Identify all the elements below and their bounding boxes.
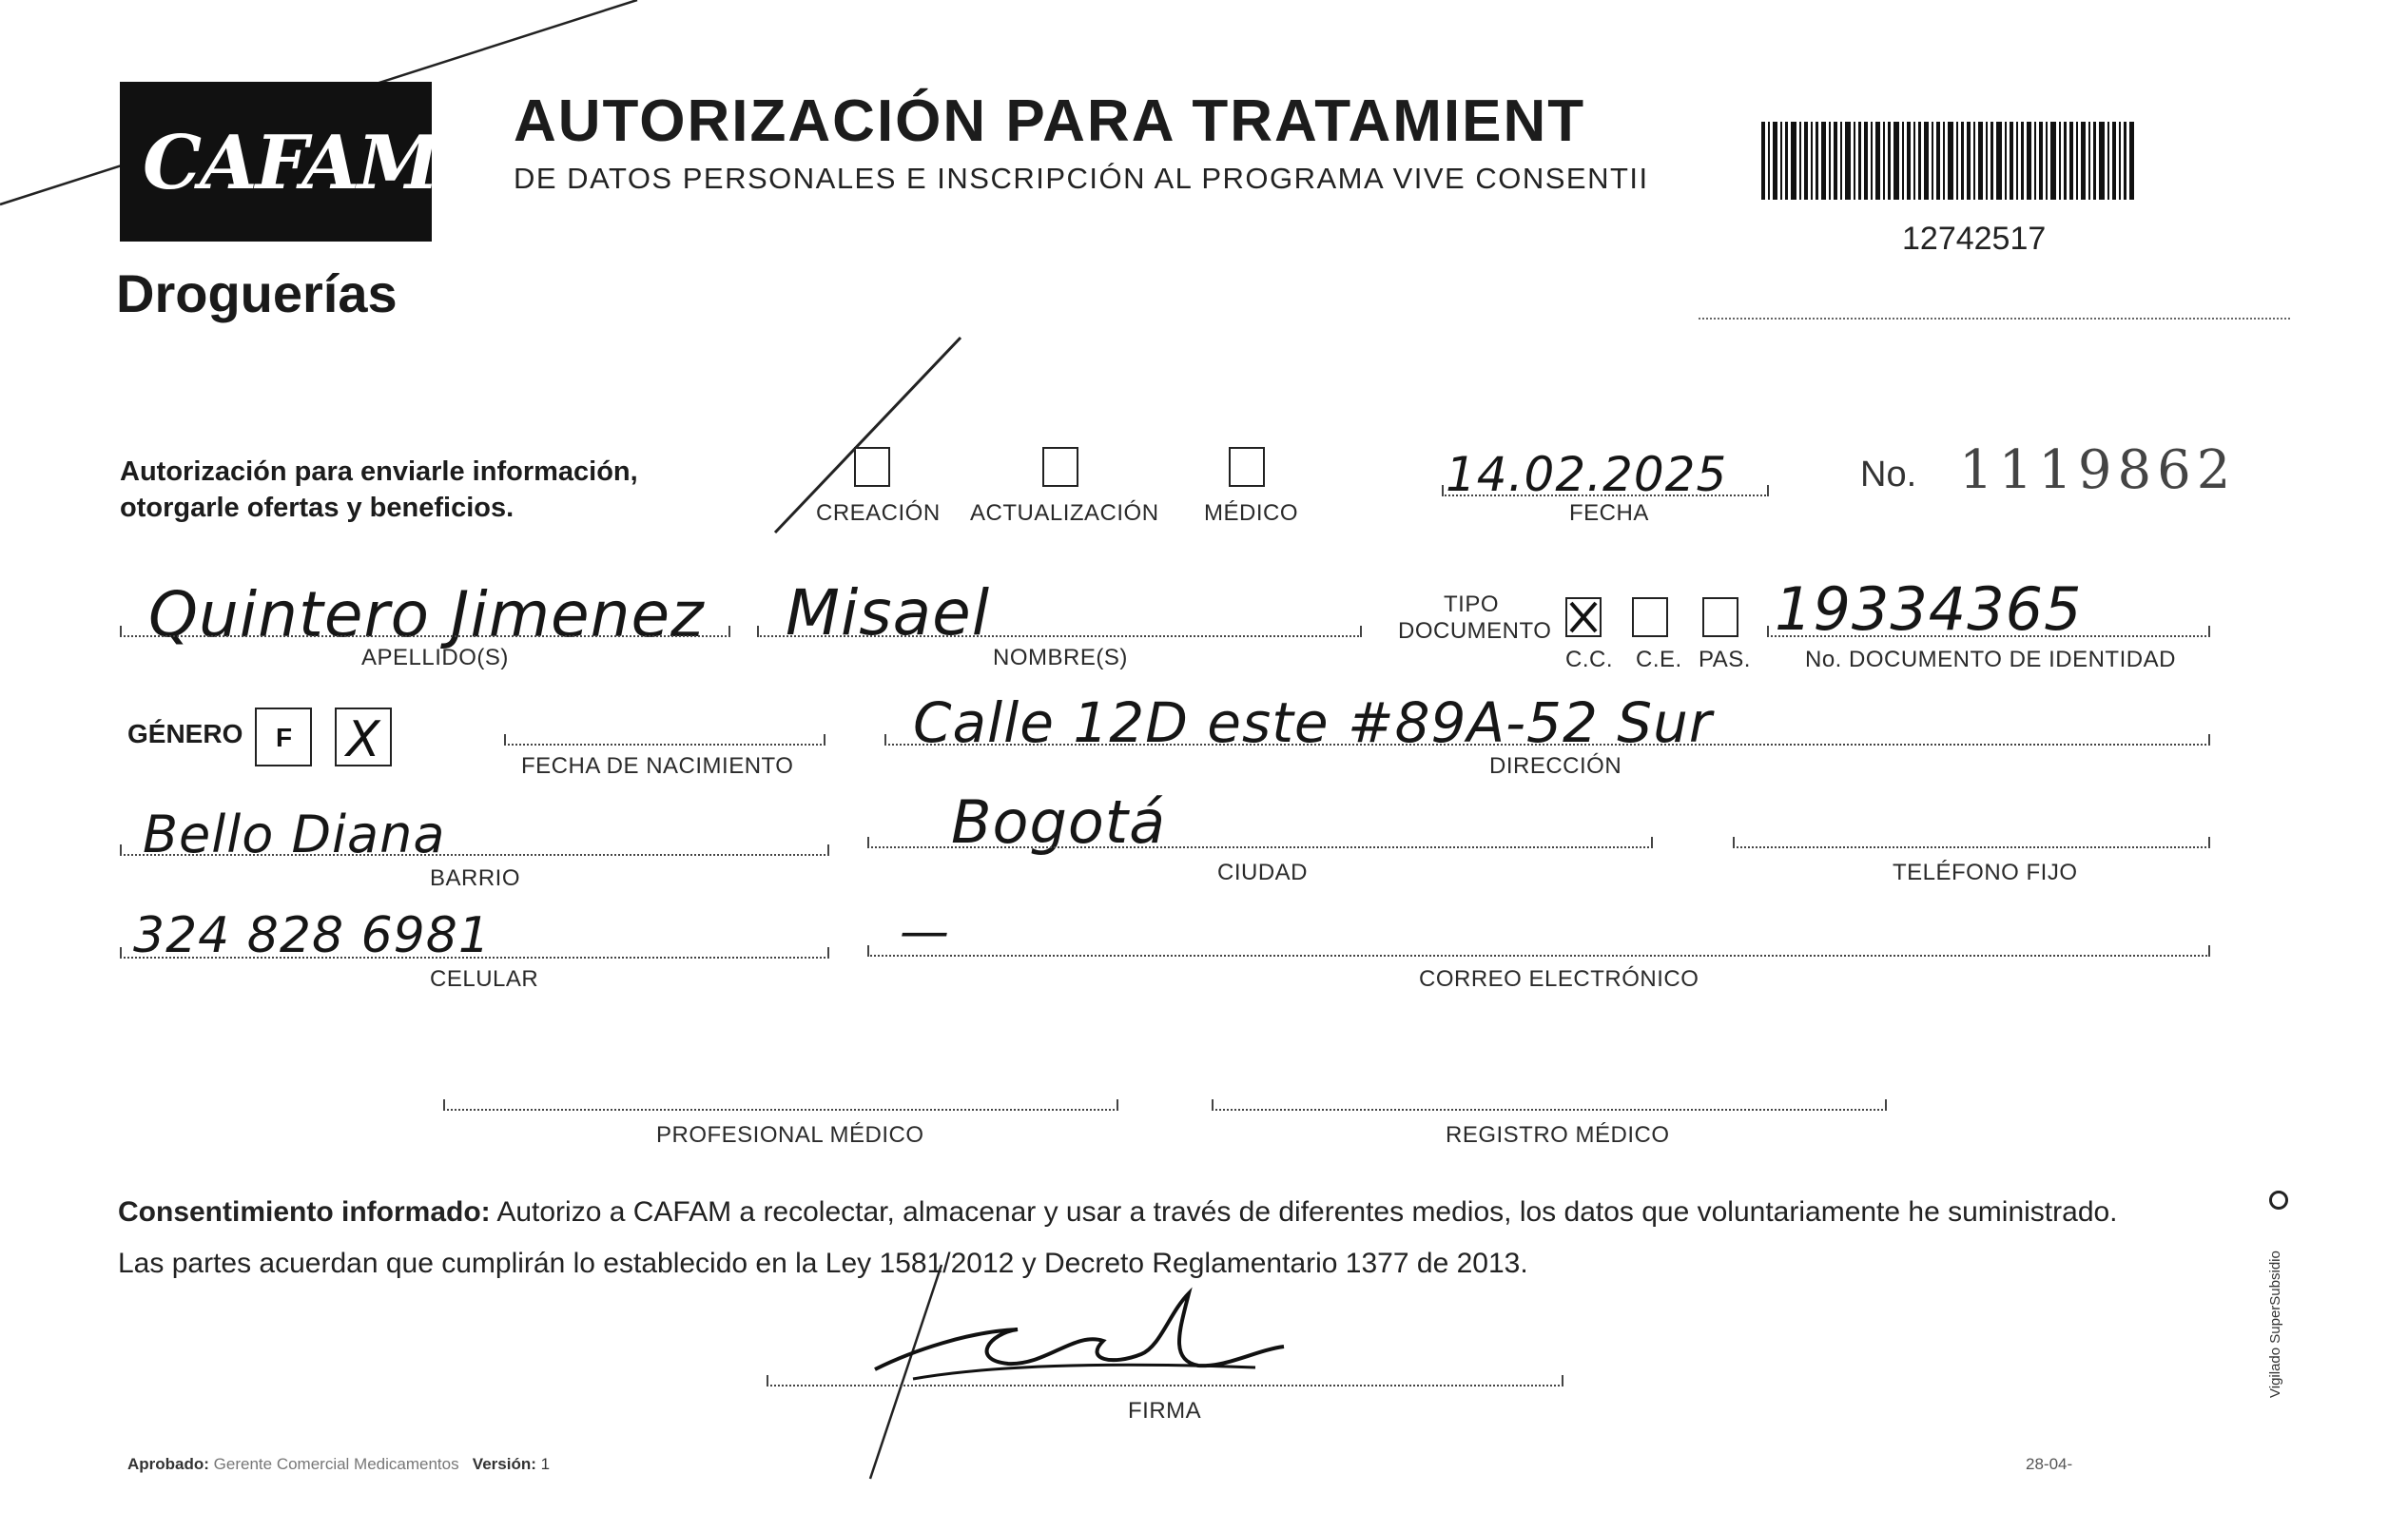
footer-date-code: 28-04- [2026, 1455, 2073, 1473]
correo-label: CORREO ELECTRÓNICO [1419, 966, 1699, 992]
label-cc: C.C. [1565, 647, 1613, 672]
documento-label: DOCUMENTO [1398, 618, 1552, 644]
form-title: AUTORIZACIÓN PARA TRATAMIENT [514, 88, 1586, 154]
checkbox-genero-f[interactable] [255, 708, 312, 766]
celular-value[interactable]: 324 828 6981 [133, 907, 491, 964]
barcode-number: 12742517 [1902, 221, 2047, 257]
checkbox-creacion[interactable] [854, 447, 890, 487]
checkbox-cc[interactable] [1565, 597, 1602, 637]
apellidos-label: APELLIDO(S) [361, 645, 509, 670]
firma-label: FIRMA [1128, 1398, 1202, 1424]
telefono-label: TELÉFONO FIJO [1893, 860, 2078, 885]
barcode [1761, 122, 2138, 200]
celular-line [120, 957, 829, 959]
no-value: 1119862 [1959, 439, 2237, 501]
label-creacion: CREACIÓN [816, 500, 941, 526]
consent-heading: Consentimiento informado: [118, 1196, 491, 1228]
celular-label: CELULAR [430, 966, 539, 992]
label-pas: PAS. [1699, 647, 1751, 672]
doc-number-label: No. DOCUMENTO DE IDENTIDAD [1805, 647, 2176, 672]
no-label: No. [1860, 455, 1917, 495]
profesional-line [443, 1109, 1118, 1111]
signature [856, 1274, 1312, 1388]
form-subtitle: DE DATOS PERSONALES E INSCRIPCIÓN AL PROGRAMA VIVE CONSENTII [514, 162, 1649, 195]
date-line [1442, 495, 1769, 496]
consent-paragraph-1 [118, 1196, 2118, 1229]
check-x-icon [1567, 599, 1600, 635]
apellidos-line [120, 635, 730, 637]
direccion-line [884, 744, 2210, 746]
correo-line [867, 955, 2210, 957]
nombres-label: NOMBRE(S) [993, 645, 1128, 670]
barrio-value[interactable]: Bello Diana [143, 805, 446, 864]
ciudad-label: CIUDAD [1217, 860, 1309, 885]
nombres-line [757, 635, 1362, 637]
barrio-line [120, 854, 829, 856]
aprobado-value: Gerente Comercial Medicamentos [213, 1455, 459, 1473]
doc-number-value[interactable]: 19334365 [1775, 574, 2083, 644]
version-label: Versión: [472, 1455, 536, 1473]
telefono-line [1733, 846, 2210, 848]
brand-subtitle: Droguerías [116, 263, 398, 323]
date-value[interactable]: 14.02.2025 [1446, 447, 1728, 502]
checkbox-ce[interactable] [1632, 597, 1668, 637]
label-ce: C.E. [1636, 647, 1682, 672]
nombres-value[interactable]: Misael [786, 576, 991, 650]
genero-f-letter: F [276, 723, 293, 752]
intro-line-2: otorgarle ofertas y beneficios. [120, 493, 515, 523]
doc-number-line [1767, 635, 2210, 637]
date-label: FECHA [1569, 500, 1649, 526]
firma-line [767, 1385, 1563, 1387]
genero-label: GÉNERO [127, 719, 243, 748]
direccion-value[interactable]: Calle 12D este #89A-52 Sur [913, 690, 1713, 755]
label-medico: MÉDICO [1204, 500, 1298, 526]
consent-text-2: Las partes acuerdan que cumplirán lo establecido en la Ley 1581/2012 y Decreto Reglamentario 1377 de 2013. [118, 1248, 1528, 1279]
version-value: 1 [540, 1455, 551, 1473]
tipo-label: TIPO [1444, 591, 1500, 617]
birth-label: FECHA DE NACIMIENTO [521, 753, 794, 779]
genero-m-mark: X [346, 711, 380, 768]
checkbox-genero-m[interactable] [335, 708, 392, 766]
ciudad-value[interactable]: Bogotá [951, 787, 1167, 857]
footer-approval [127, 1455, 550, 1474]
profesional-label: PROFESIONAL MÉDICO [656, 1122, 924, 1148]
label-actualizacion: ACTUALIZACIÓN [970, 500, 1159, 526]
cafam-logo [120, 82, 438, 242]
logo-text: CAFAM [143, 120, 438, 206]
barrio-label: BARRIO [430, 865, 521, 891]
intro-line-1: Autorización para enviarle información, [120, 456, 638, 487]
correo-value[interactable]: — [900, 903, 950, 960]
registro-label: REGISTRO MÉDICO [1446, 1122, 1670, 1148]
registro-line [1212, 1109, 1887, 1111]
consent-text-1: Autorizo a CAFAM a recolectar, almacenar y usar a través de diferentes medios, los datos que voluntariamente he suministrado. [490, 1196, 2118, 1228]
checkbox-pas[interactable] [1702, 597, 1738, 637]
aprobado-label: Aprobado: [127, 1455, 209, 1473]
checkbox-actualizacion[interactable] [1042, 447, 1078, 487]
ciudad-line [867, 846, 1653, 848]
direccion-label: DIRECCIÓN [1489, 753, 1622, 779]
header-rule [1699, 318, 2290, 320]
checkbox-medico[interactable] [1229, 447, 1265, 487]
birth-line [504, 744, 825, 746]
side-logo-icon [2269, 1191, 2288, 1210]
apellidos-value[interactable]: Quintero Jimenez [148, 578, 705, 651]
side-vigilado-text: Vigilado SuperSubsidio [2267, 1251, 2283, 1398]
